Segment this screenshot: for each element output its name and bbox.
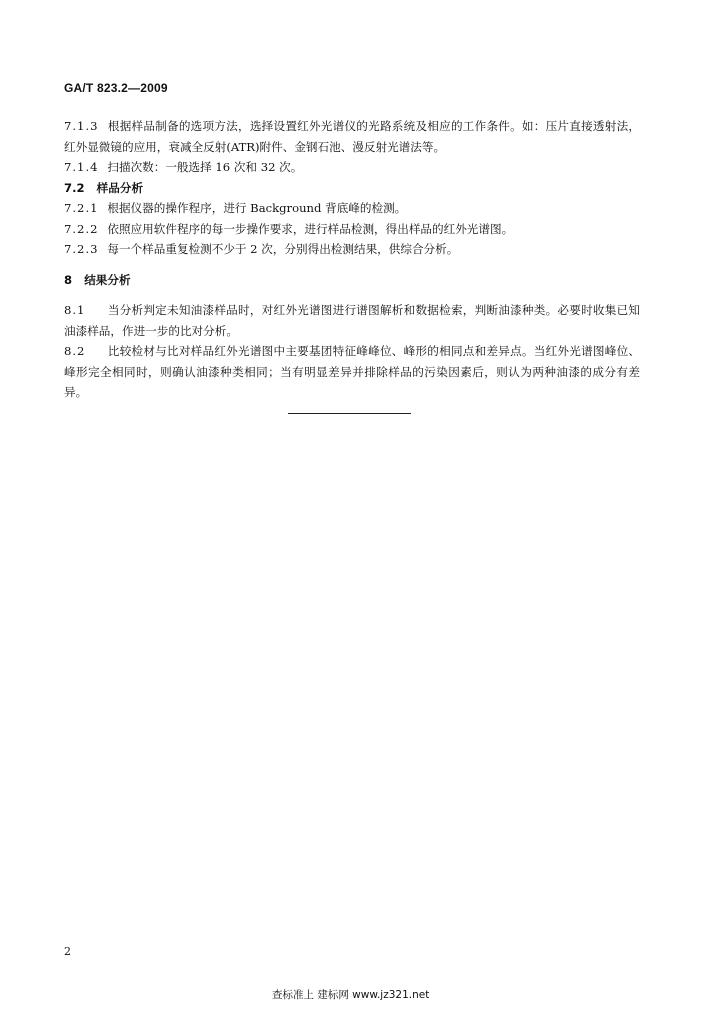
section-heading-8 <box>64 270 640 291</box>
clause-7-2-3 <box>64 239 640 260</box>
clause-number: 7.2.2 <box>64 221 99 236</box>
standard-code: GA/T 823.2—2009 <box>64 81 168 95</box>
clause-7-2-2 <box>64 219 640 240</box>
section-title: 样品分析 <box>96 180 144 195</box>
section-title: 结果分析 <box>84 272 131 287</box>
clause-number: 8.2 <box>64 344 86 358</box>
clause-number: 7.1.3 <box>64 119 99 133</box>
page-number: 2 <box>64 945 71 958</box>
clause-text: 扫描次数：一般选择 16 次和 32 次。 <box>107 160 303 174</box>
clause-text: 比较检材与比对样品红外光谱图中主要基团特征峰峰位、峰形的相同点和差异点。当红外光谱图峰位、峰形完全相同时，则确认油漆种类相同；当有明显差异并排除样品的污染因素后，则认为两种油漆的成分有差异。 <box>64 344 640 399</box>
section-gap <box>64 260 640 270</box>
clause-number: 7.1.4 <box>64 160 99 174</box>
clause-7-2-1 <box>64 198 640 219</box>
clause-text: 依照应用软件程序的每一步操作要求，进行样品检测，得出样品的红外光谱图。 <box>107 221 514 236</box>
clause-text: 每一个样品重复检测不少于 2 次，分别得出检测结果，供综合分析。 <box>107 242 459 256</box>
clause-8-1 <box>64 300 640 341</box>
clause-number: 7.2.3 <box>64 242 99 256</box>
section-number: 8 <box>64 272 73 287</box>
clause-number: 7.2.1 <box>64 201 99 215</box>
clause-7-1-3 <box>64 116 640 157</box>
clause-text: 根据仪器的操作程序，进行 Background 背底峰的检测。 <box>107 201 407 215</box>
clause-number: 8.1 <box>64 303 86 317</box>
watermark: 查标准上 建标网 www.jz321.net <box>272 989 430 1001</box>
document-body <box>64 116 640 403</box>
clause-8-2 <box>64 341 640 403</box>
clause-7-1-4 <box>64 157 640 178</box>
section-gap <box>64 290 640 300</box>
clause-text: 当分析判定未知油漆样品时，对红外光谱图进行谱图解析和数据检索，判断油漆种类。必要时收集已知油漆样品，作进一步的比对分析。 <box>64 303 640 338</box>
clause-text: 根据样品制备的选项方法，选择设置红外光谱仪的光路系统及相应的工作条件。如：压片直接透射法，红外显微镜的应用，衰减全反射(ATR)附件、金钢石池、漫反射光谱法等。 <box>64 119 640 154</box>
end-separator-line <box>288 413 411 414</box>
section-heading-7-2 <box>64 178 640 199</box>
section-number: 7.2 <box>64 180 85 195</box>
